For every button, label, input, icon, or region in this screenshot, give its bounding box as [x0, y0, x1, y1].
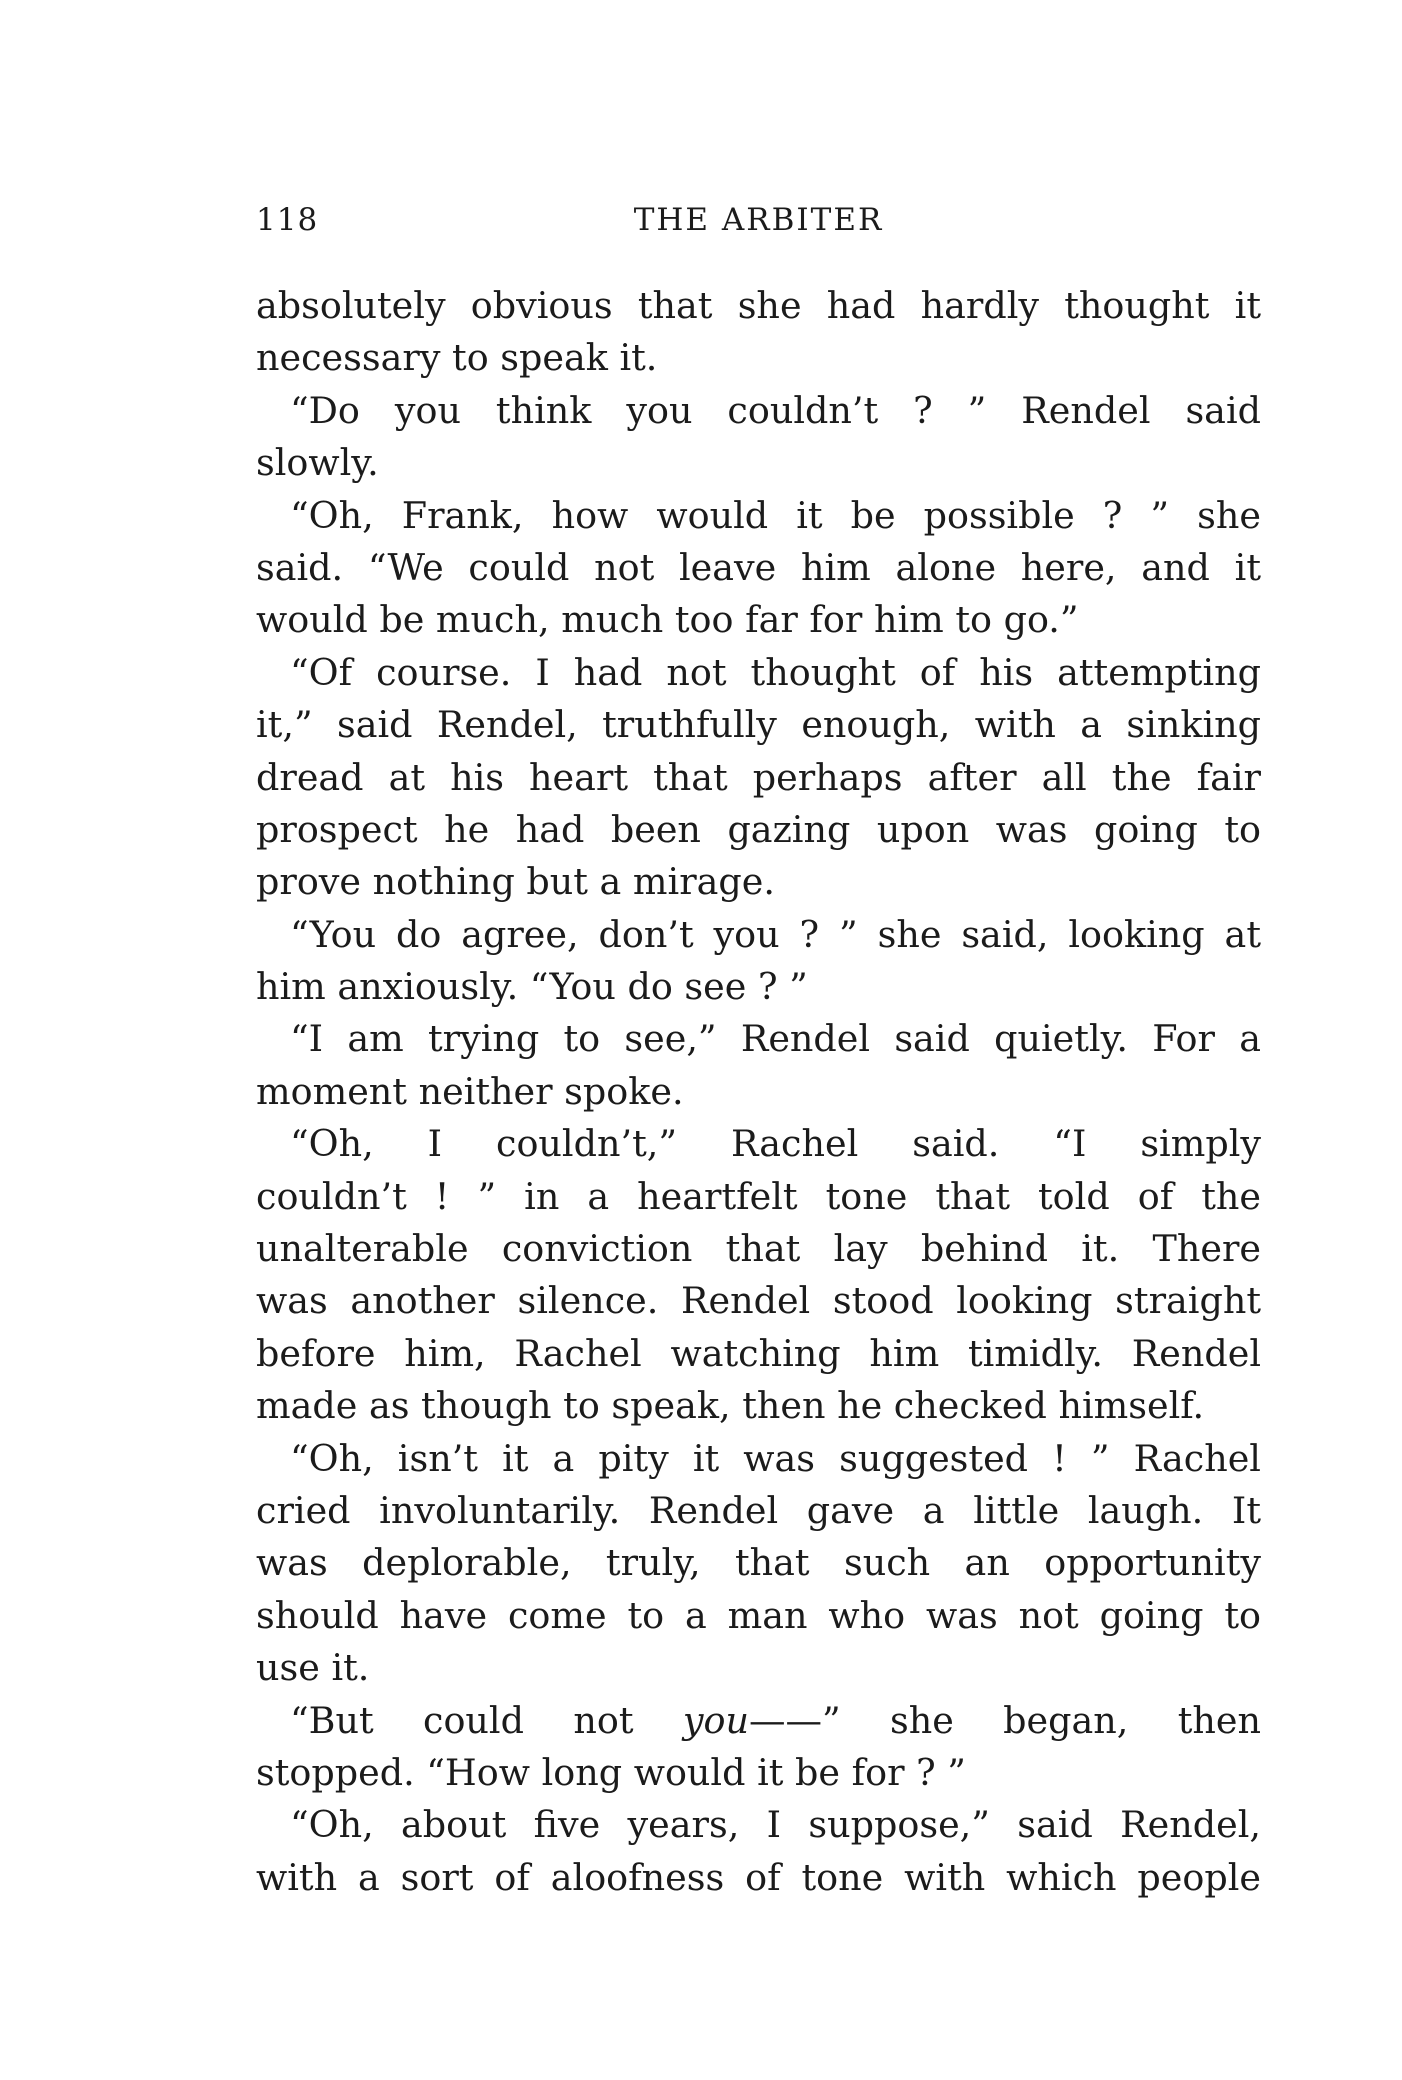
text-line: “I am trying to see,” Rendel said quietly. For a	[290, 1017, 1261, 1061]
emphasized-word: you	[682, 1698, 749, 1742]
text-line: was deplorable, truly, that such an opportunity	[256, 1541, 1261, 1585]
text-line: said. “We could not leave him alone here, and it	[256, 545, 1261, 589]
text-line: with a sort of aloofness of tone with which people	[256, 1855, 1261, 1899]
text-line: prospect he had been gazing upon was going to	[256, 807, 1261, 851]
text-line: “You do agree, don’t you ? ” she said, looking at	[290, 912, 1261, 956]
text-line: him anxiously. “You do see ? ”	[256, 965, 808, 1009]
text-line: “Oh, I couldn’t,” Rachel said. “I simply	[290, 1122, 1261, 1166]
text-line: made as though to speak, then he checked himself.	[256, 1384, 1205, 1428]
text-line: moment neither spoke.	[256, 1069, 684, 1113]
text-line: couldn’t ! ” in a heartfelt tone that told of the	[256, 1174, 1261, 1218]
text-line: unalterable conviction that lay behind it. There	[256, 1227, 1261, 1271]
text-line	[256, 1695, 1261, 1747]
text-line: “Do you think you couldn’t ? ” Rendel said	[290, 388, 1261, 432]
text-line: necessary to speak it.	[256, 336, 658, 380]
text-line: cried involuntarily. Rendel gave a little laugh. It	[256, 1488, 1261, 1532]
text-line: “Oh, about five years, I suppose,” said Rendel,	[290, 1803, 1261, 1847]
text-fragment: ——” she began, then	[748, 1698, 1262, 1742]
text-fragment: “But could not	[290, 1698, 683, 1742]
text-line: would be much, much too far for him to go.”	[256, 598, 1079, 642]
text-line: absolutely obvious that she had hardly thought it	[256, 284, 1261, 327]
running-title: THE ARBITER	[633, 202, 884, 238]
text-line: stopped. “How long would it be for ? ”	[256, 1750, 966, 1794]
page-header	[256, 195, 1261, 245]
text-line: slowly.	[256, 441, 379, 485]
text-line: should have come to a man who was not going to	[256, 1593, 1261, 1637]
text-line: “Of course. I had not thought of his attempting	[290, 650, 1261, 694]
text-line: prove nothing but a mirage.	[256, 860, 775, 904]
page-number: 118	[256, 202, 319, 238]
text-line: “Oh, isn’t it a pity it was suggested ! ” Rachel	[290, 1436, 1261, 1480]
body-text	[256, 280, 1261, 1904]
text-line: was another silence. Rendel stood looking straight	[256, 1279, 1261, 1323]
text-line: dread at his heart that perhaps after all the fair	[256, 755, 1261, 799]
text-line: “Oh, Frank, how would it be possible ? ” she	[290, 493, 1261, 537]
text-line: before him, Rachel watching him timidly. Rendel	[256, 1331, 1261, 1375]
text-line: use it.	[256, 1646, 370, 1690]
text-line: it,” said Rendel, truthfully enough, with a sinking	[256, 703, 1261, 747]
